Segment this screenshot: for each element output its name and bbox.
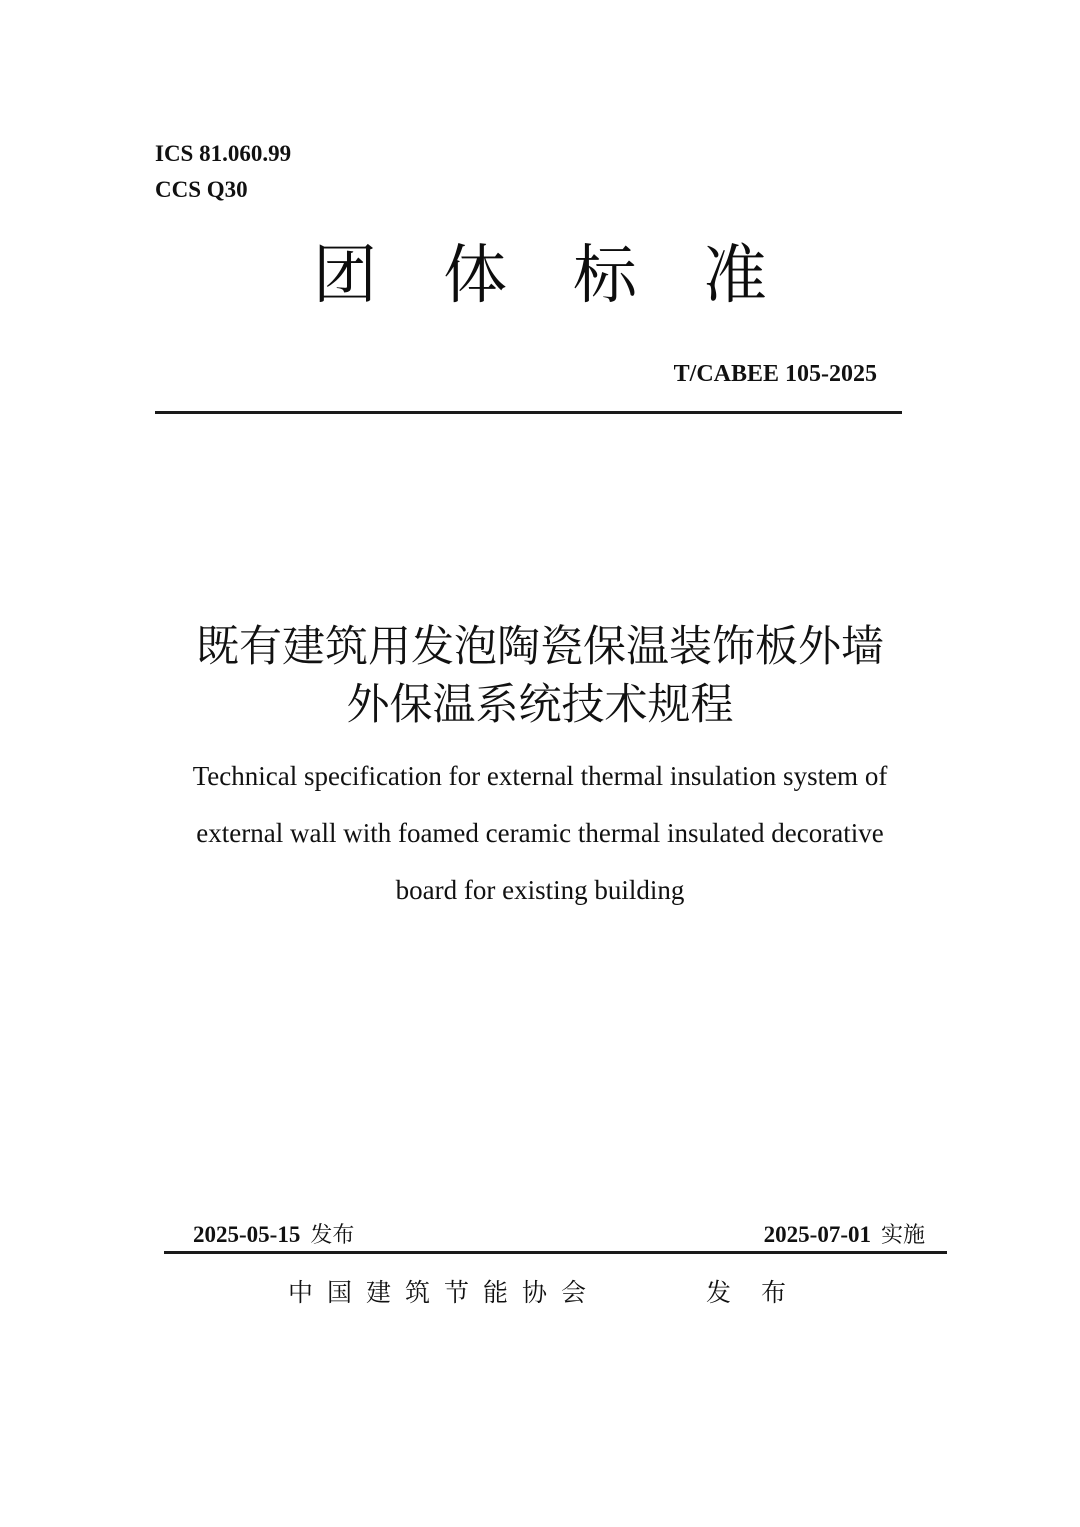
standard-number: T/CABEE 105-2025 bbox=[673, 361, 877, 387]
classification-codes bbox=[155, 136, 291, 208]
ccs-code: CCS Q30 bbox=[155, 177, 248, 202]
english-title-line-3: board for existing building bbox=[395, 875, 685, 905]
standard-type-heading bbox=[0, 236, 1080, 316]
chinese-title bbox=[0, 618, 1080, 734]
standard-type-char: 体 bbox=[443, 239, 507, 313]
publish-word: 发布 bbox=[706, 1278, 817, 1307]
chinese-title-line-2: 外保温系统技术规程 bbox=[346, 680, 734, 730]
chinese-title-line-1: 既有建筑用发泡陶瓷保温装饰板外墙 bbox=[196, 622, 884, 672]
standard-type-char: 团 bbox=[313, 239, 377, 313]
top-divider bbox=[155, 411, 902, 414]
bottom-divider bbox=[164, 1251, 947, 1254]
publisher-name: 中国建筑节能协会 bbox=[288, 1278, 601, 1307]
english-title-line-2: external wall with foamed ceramic thermal insulated decorative bbox=[196, 818, 884, 848]
ics-code: ICS 81.060.99 bbox=[155, 141, 292, 166]
implement-date: 2025-07-01 bbox=[763, 1222, 871, 1247]
standard-type-char: 标 bbox=[573, 239, 637, 313]
english-title bbox=[0, 748, 1080, 919]
implement-label: 实施 bbox=[880, 1223, 925, 1248]
issue-label: 发布 bbox=[310, 1223, 355, 1248]
standard-type-char: 准 bbox=[703, 239, 767, 313]
issue-date: 2025-05-15 bbox=[193, 1222, 301, 1247]
english-title-line-1: Technical specification for external thermal insulation system of bbox=[192, 761, 888, 791]
implement-date-block bbox=[764, 1219, 925, 1252]
issue-date-block bbox=[193, 1219, 354, 1252]
